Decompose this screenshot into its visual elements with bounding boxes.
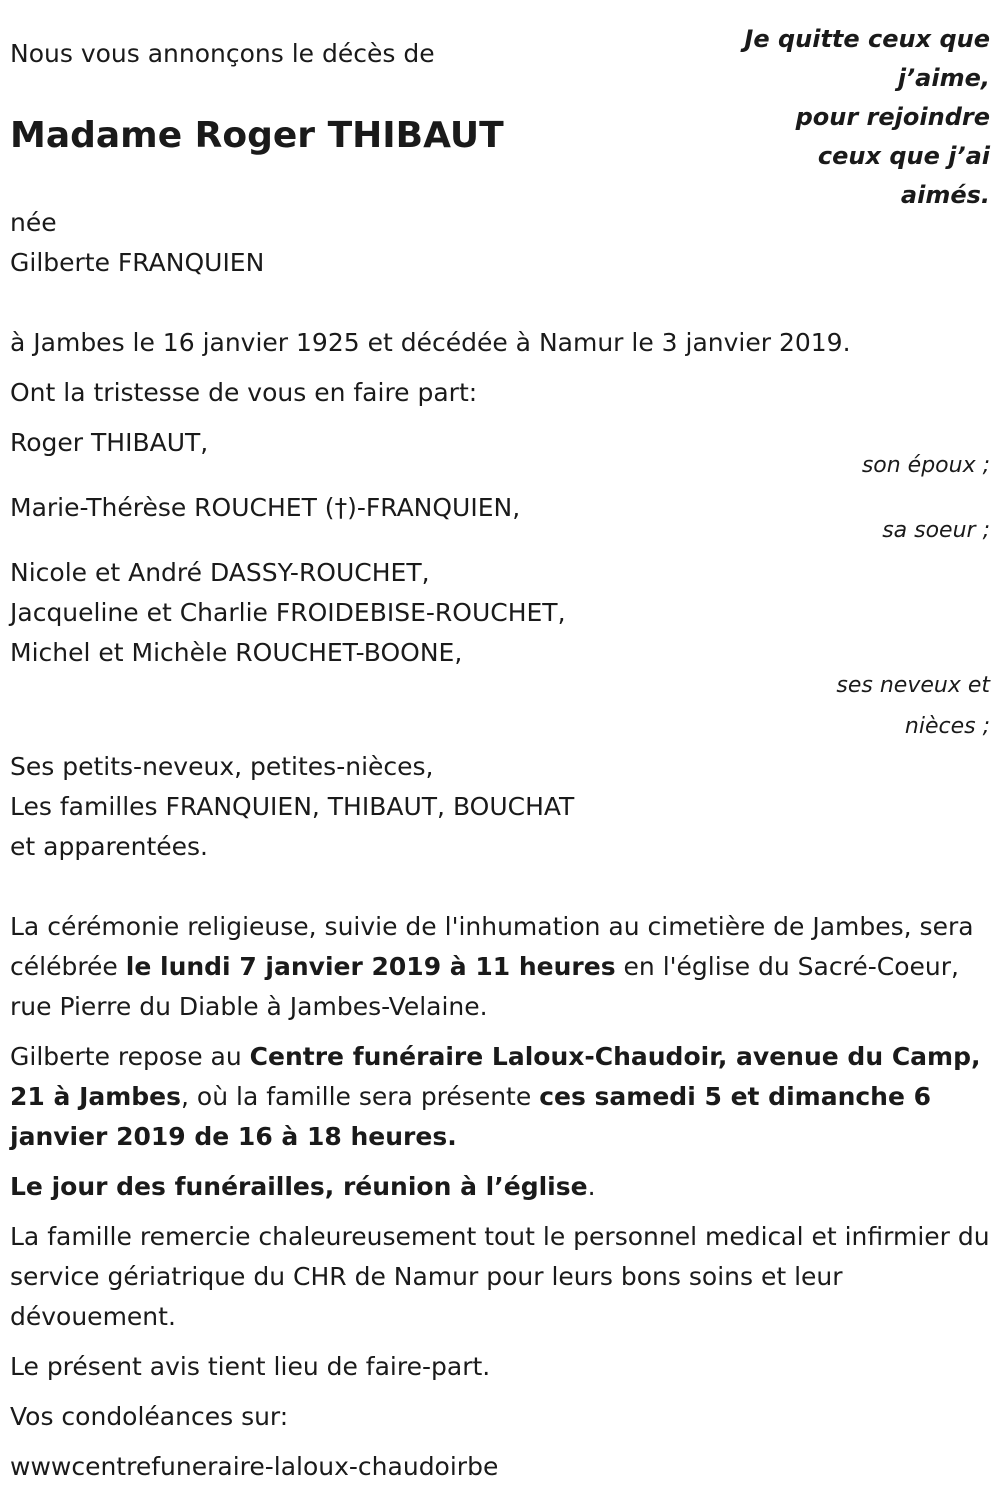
nephews-role: ses neveux et [836,673,990,698]
quote-line: Je quitte ceux que [744,25,990,53]
text-part: en l'église du Sacré-Coeur, rue Pierre du Diable à Jambes-Velaine. [10,952,959,1021]
deceased-name: Madame Roger THIBAUT [10,115,504,156]
nephew-line: Michel et Michèle ROUCHET-BOONE, [10,638,463,667]
nephew-line: Jacqueline et Charlie FROIDEBISE-ROUCHET, [10,598,566,627]
notice-body [10,203,990,1487]
quote-line: j’aime, [897,64,990,92]
sister-name-part: )-FRANQUIEN, [347,493,521,522]
website-link[interactable]: wwwcentrefuneraire-laloux-chaudoirbe [10,1452,499,1481]
ceremony-date: le lundi 7 janvier 2019 à 11 heures [125,952,616,981]
quote [730,20,990,215]
birth-death-dates: à Jambes le 16 janvier 1925 et décédée à Namur le 3 janvier 2019. [10,328,851,357]
relatives-line: Ses petits-neveux, petites-nièces, [10,752,434,781]
spouse-role: son époux ; [861,453,990,478]
text-part: . [587,1172,596,1201]
notice-paragraph: Le présent avis tient lieu de faire-part. [10,1352,491,1381]
family-intro: Ont la tristesse de vous en faire part: [10,378,478,407]
spouse-name: Roger THIBAUT, [10,428,209,457]
intro-text: Nous vous annonçons le décès de [10,39,435,68]
relatives-line: Les familles FRANQUIEN, THIBAUT, BOUCHAT [10,792,575,821]
sister-name-part: Marie-Thérèse ROUCHET ( [10,493,335,522]
text-part: La cérémonie religieuse, suivie de l'inhumation au cimetière de Jambes, sera célébrée [10,912,974,981]
sister-role: sa soeur ; [882,518,990,543]
meeting-paragraph [10,1167,990,1207]
nephew-line: Nicole et André DASSY-ROUCHET, [10,558,430,587]
text-part: Gilberte repose au [10,1042,250,1071]
maiden-name: Gilberte FRANQUIEN [10,248,265,277]
visitation-dates: ces samedi 5 et dimanche 6 janvier 2019 de 16 à 18 heures. [10,1082,932,1151]
relatives-line: et apparentées. [10,832,208,861]
visitation-paragraph [10,1037,990,1157]
quote-line: aimés. [900,181,990,209]
nee-label: née [10,208,57,237]
text-part: , où la famille sera présente [181,1082,540,1111]
cross-icon: † [334,493,348,522]
funeral-home: Centre funéraire Laloux-Chaudoir, avenue du Camp, 21 à Jambes [10,1042,981,1111]
meeting-note: Le jour des funérailles, réunion à l’église [10,1172,588,1201]
condolences-label: Vos condoléances sur: [10,1402,289,1431]
quote-line: ceux que j’ai [817,142,990,170]
nephews-role: nièces ; [904,714,990,739]
thanks-paragraph: La famille remercie chaleureusement tout le personnel medical et infirmier du service gériatrique du CHR de Namur pour leurs bons soins et leur dévouement. [10,1222,990,1331]
quote-line: pour rejoindre [795,103,990,131]
ceremony-paragraph [10,907,990,1027]
